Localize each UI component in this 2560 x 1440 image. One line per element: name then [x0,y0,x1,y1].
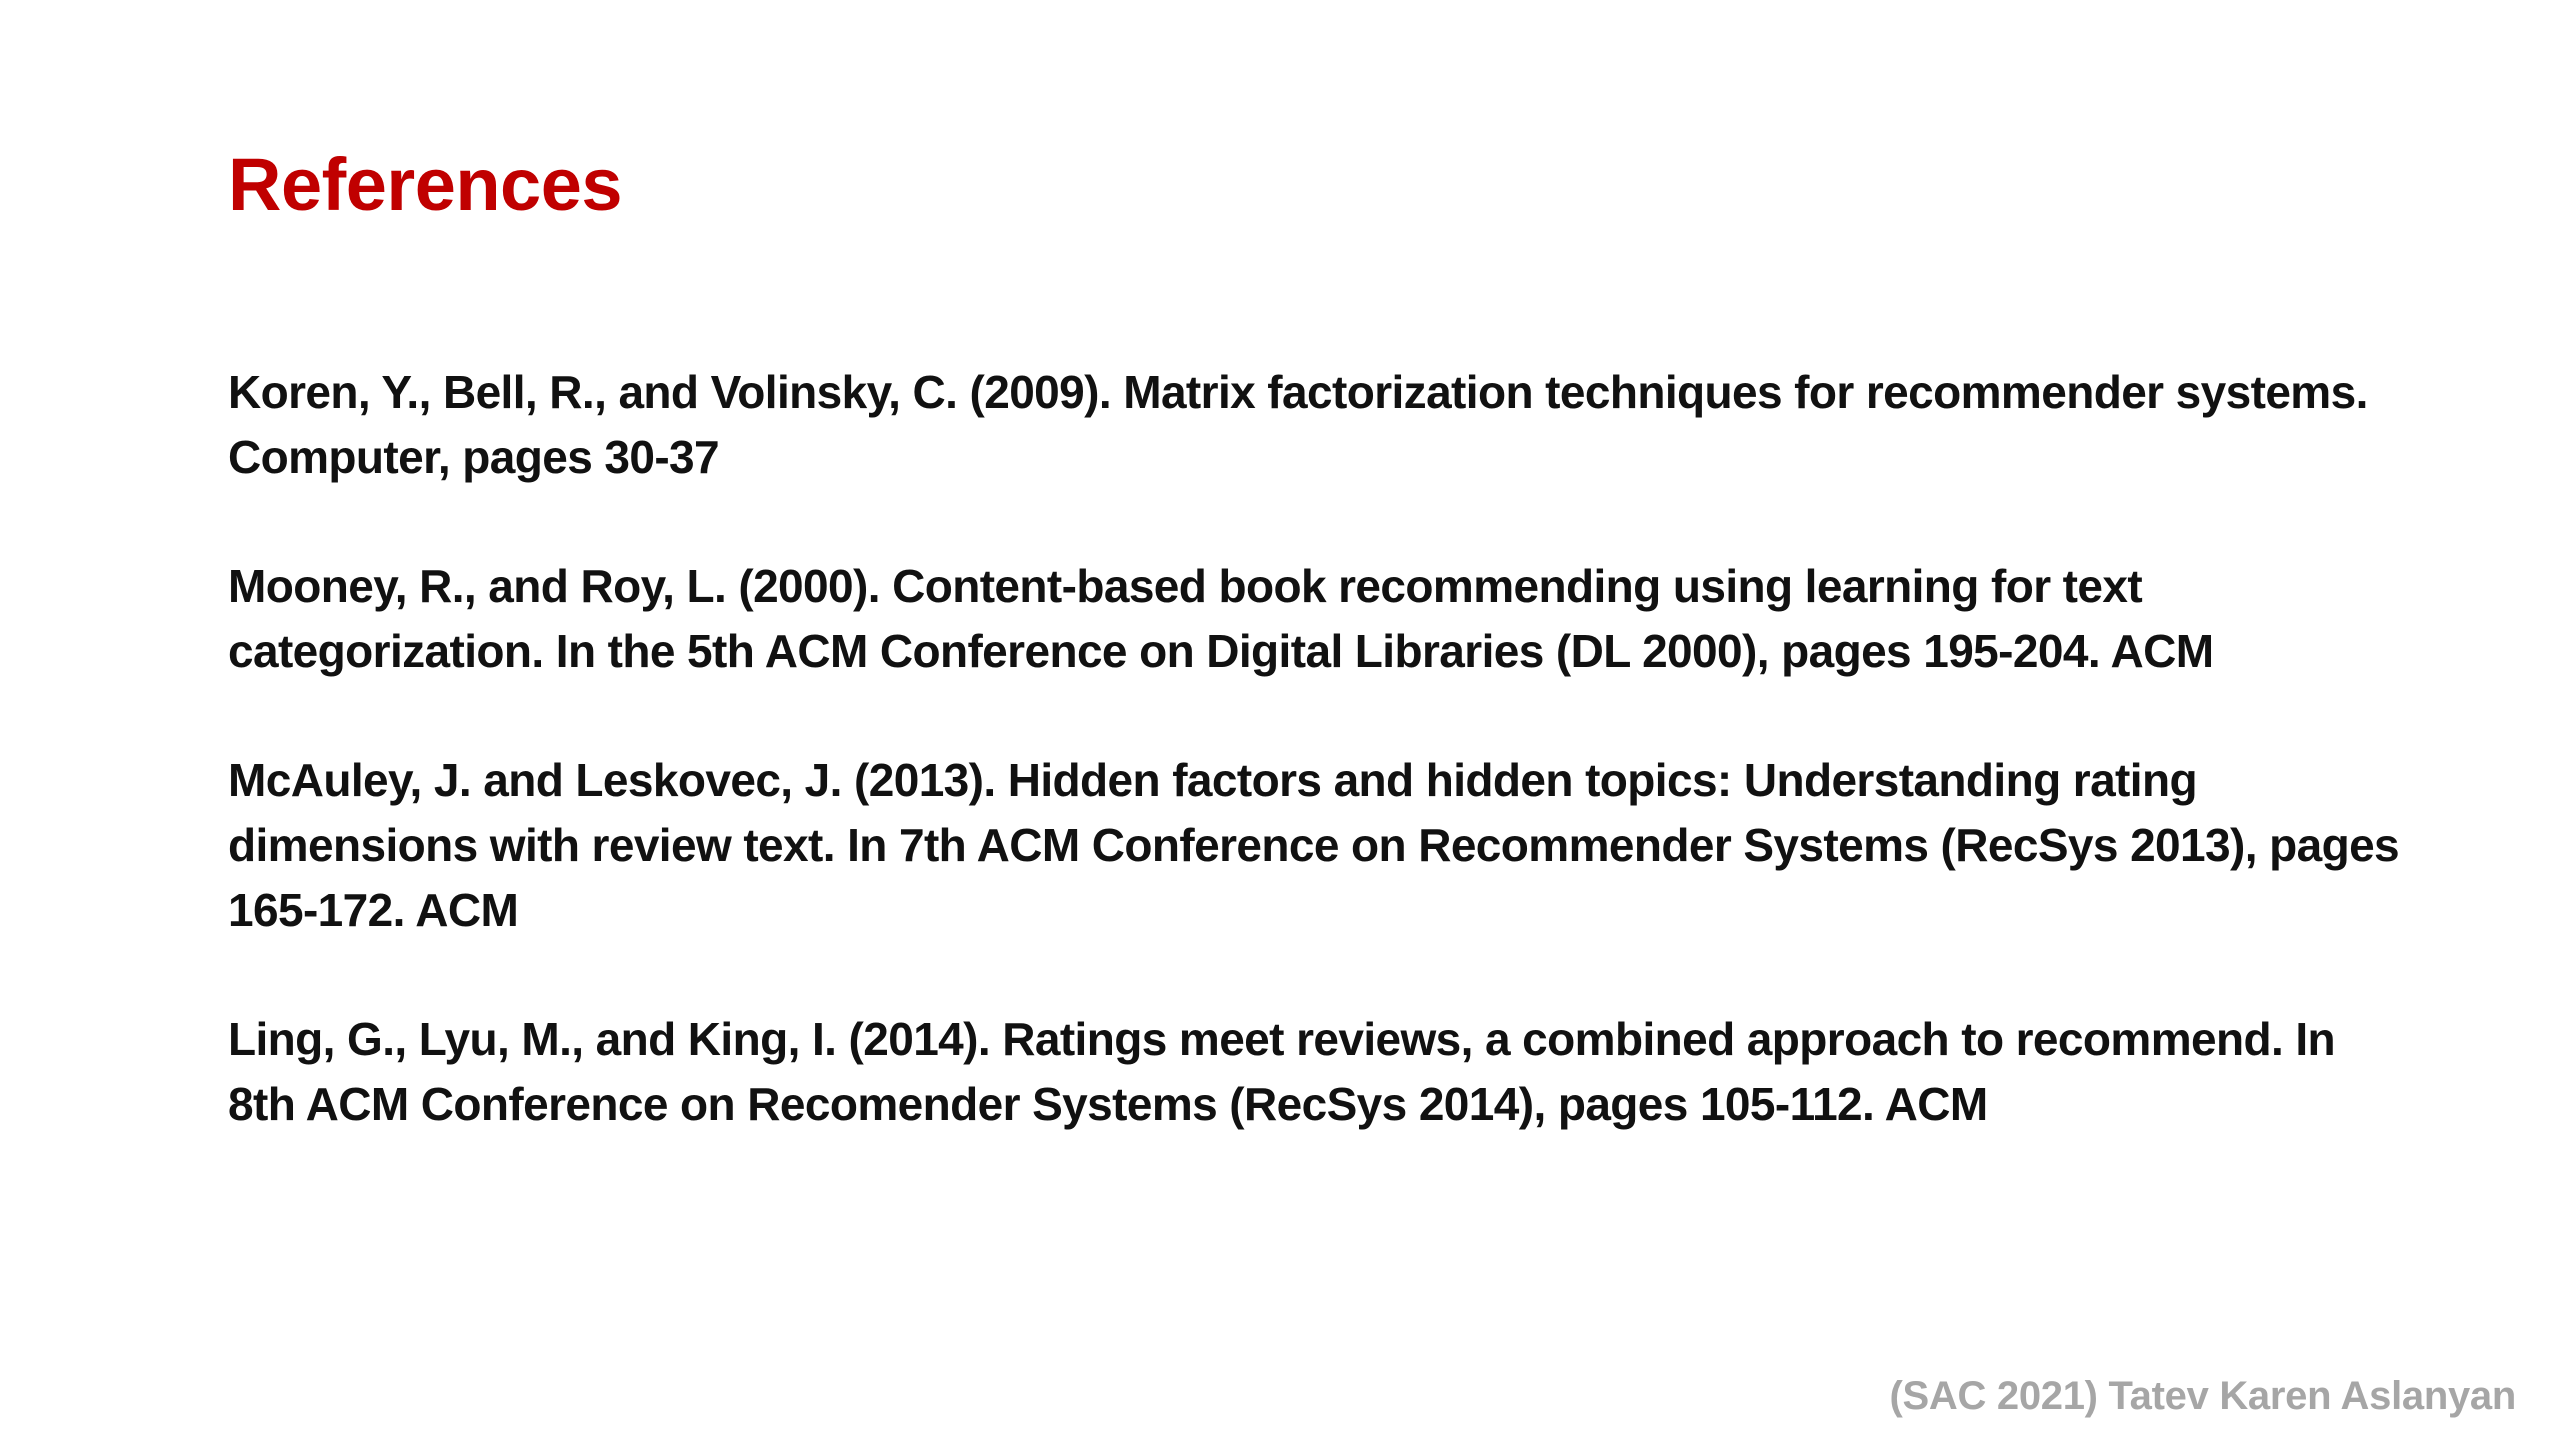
reference-item: Mooney, R., and Roy, L. (2000). Content-based book recommending using learning for text categorization. In the 5th ACM Conference on Digital Libraries (DL 2000), pages 195-204. ACM [228,560,2214,677]
reference-item: Ling, G., Lyu, M., and King, I. (2014). Ratings meet reviews, a combined approach to recommend. In 8th ACM Conference on Recomender Systems (RecSys 2014), pages 105-112. ACM [228,1013,2336,1130]
slide-footer: (SAC 2021) Tatev Karen Aslanyan [1889,1374,2516,1418]
reference-item: Koren, Y., Bell, R., and Volinsky, C. (2009). Matrix factorization techniques for recommender systems. Computer, pages 30-37 [228,366,2368,483]
slide-title: References [228,143,623,226]
references-list [228,360,2408,1201]
reference-item: McAuley, J. and Leskovec, J. (2013). Hidden factors and hidden topics: Understanding rating dimensions with review text. In 7th ACM Conference on Recommender Systems (RecSys 2013), pages 165-172. ACM [228,754,2400,936]
